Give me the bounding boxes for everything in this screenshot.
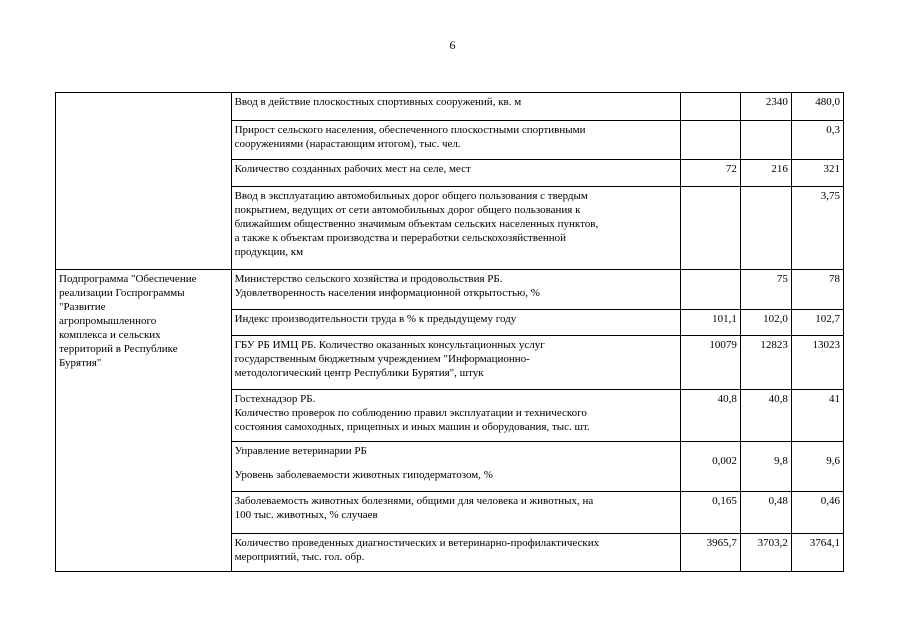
value-cell: 0,48: [740, 492, 791, 534]
indicator-cell: Количество созданных рабочих мест на селе, мест: [231, 160, 680, 187]
indicator-cell: Гостехнадзор РБ. Количество проверок по соблюдению правил эксплуатации и технического состояния самоходных, прицепных и иных машин и оборудования, тыс. шт.: [231, 390, 680, 442]
indicator-cell: Управление ветеринарии РБ Уровень заболеваемости животных гиподерматозом, %: [231, 442, 680, 492]
subprogram-cell: Подпрограмма "Обеспечение реализации Госпрограммы "Развитие агропромышленного комплекса и сельских территорий в Республике Бурятия": [56, 270, 232, 572]
value-cell: 3965,7: [680, 534, 740, 572]
page-number: 6: [449, 38, 456, 52]
value-cell: 216: [740, 160, 791, 187]
value-cell: 12823: [740, 336, 791, 390]
value-cell: 0,165: [680, 492, 740, 534]
indicator-cell: Министерство сельского хозяйства и продовольствия РБ. Удовлетворенность населения информационной открытостью, %: [231, 270, 680, 310]
value-cell: 3,75: [791, 187, 843, 270]
value-cell: [680, 93, 740, 121]
value-cell: [740, 121, 791, 160]
indicator-cell: Количество проведенных диагностических и ветеринарно-профилактических мероприятий, тыс. гол. обр.: [231, 534, 680, 572]
value-cell: 3764,1: [791, 534, 843, 572]
value-cell: 78: [791, 270, 843, 310]
value-cell: 13023: [791, 336, 843, 390]
value-cell: 480,0: [791, 93, 843, 121]
indicator-cell: Ввод в действие плоскостных спортивных сооружений, кв. м: [231, 93, 680, 121]
value-cell: 72: [680, 160, 740, 187]
subprogram-cell-empty: [56, 93, 232, 270]
value-cell: 40,8: [740, 390, 791, 442]
table-row: [56, 270, 844, 310]
value-cell: 40,8: [680, 390, 740, 442]
indicator-cell: ГБУ РБ ИМЦ РБ. Количество оказанных консультационных услуг государственным бюджетным учреждением "Информационно- методологический центр Республики Бурятия", штук: [231, 336, 680, 390]
value-cell: 3703,2: [740, 534, 791, 572]
value-cell: 2340: [740, 93, 791, 121]
value-cell: 41: [791, 390, 843, 442]
value-cell: 102,0: [740, 310, 791, 336]
value-cell: [680, 121, 740, 160]
value-cell: 9,6: [791, 442, 843, 492]
value-cell: 0,002: [680, 442, 740, 492]
value-cell: 101,1: [680, 310, 740, 336]
value-cell: 321: [791, 160, 843, 187]
table-row: [56, 93, 844, 121]
value-cell: [680, 270, 740, 310]
indicator-cell: Ввод в эксплуатацию автомобильных дорог общего пользования с твердым покрытием, ведущих от сети автомобильных дорог общего пользования к ближайшим общественно значимым объектам сельских населенных пунктов, а также к объектам производства и переработки сельскохозяйственной продукции, км: [231, 187, 680, 270]
indicator-cell: Индекс производительности труда в % к предыдущему году: [231, 310, 680, 336]
value-cell: 10079: [680, 336, 740, 390]
value-cell: 0,46: [791, 492, 843, 534]
indicator-cell: Прирост сельского населения, обеспеченного плоскостными спортивными сооружениями (нарастающим итогом), тыс. чел.: [231, 121, 680, 160]
indicator-cell: Заболеваемость животных болезнями, общими для человека и животных, на 100 тыс. животных, % случаев: [231, 492, 680, 534]
indicators-table: [55, 92, 844, 572]
value-cell: 9,8: [740, 442, 791, 492]
value-cell: 75: [740, 270, 791, 310]
value-cell: [740, 187, 791, 270]
value-cell: [680, 187, 740, 270]
value-cell: 102,7: [791, 310, 843, 336]
value-cell: 0,3: [791, 121, 843, 160]
